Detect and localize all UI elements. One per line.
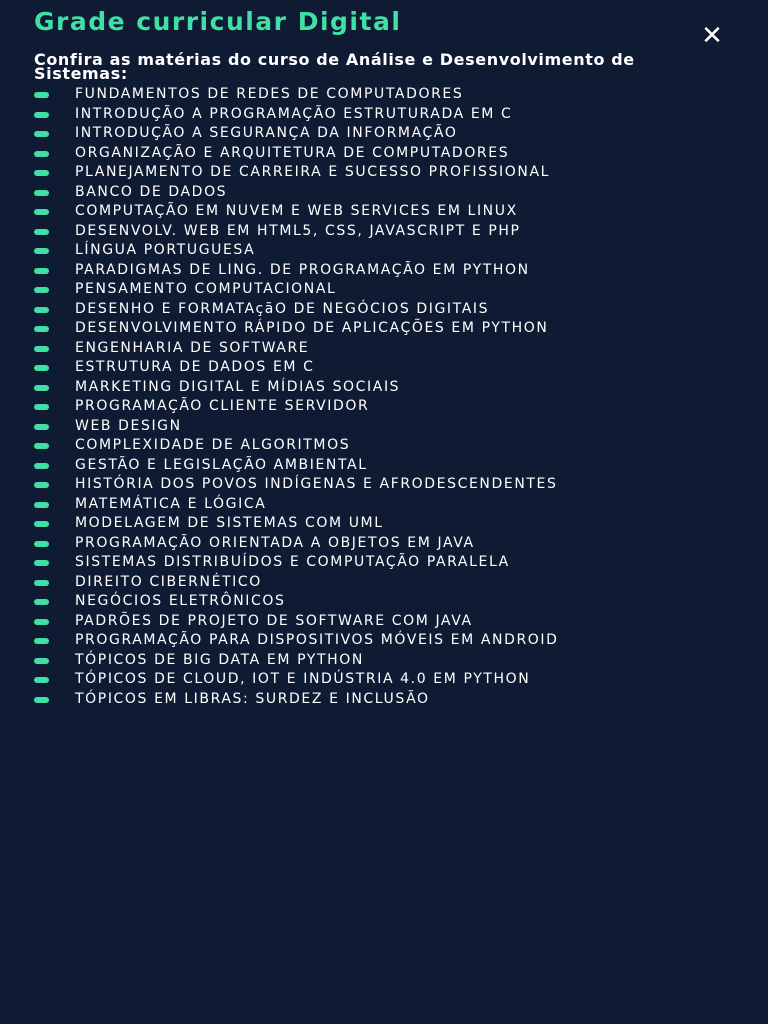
bullet-icon [34,482,49,488]
bullet-icon [34,287,49,293]
bullet-icon [34,209,49,215]
list-item [34,380,738,395]
course-list [34,87,738,706]
bullet-icon [34,658,49,664]
course-label: PROGRAMAÇÃO CLIENTE SERVIDOR [75,398,370,414]
bullet-icon [34,697,49,703]
bullet-icon [34,521,49,527]
list-item [34,692,738,707]
bullet-icon [34,560,49,566]
course-label: HISTÓRIA DOS POVOS INDÍGENAS E AFRODESCENDENTES [75,476,558,492]
list-item [34,321,738,336]
course-label: NEGÓCIOS ELETRÔNICOS [75,593,286,609]
bullet-icon [34,502,49,508]
modal-title: Grade curricular Digital [34,7,402,36]
course-label: FUNDAMENTOS DE REDES DE COMPUTADORES [75,86,464,102]
list-item [34,399,738,414]
course-label: DESENHO E FORMATAçãO DE NEGÓCIOS DIGITAIS [75,300,490,317]
list-item [34,458,738,473]
bullet-icon [34,151,49,157]
list-item [34,263,738,278]
bullet-icon [34,326,49,332]
list-item [34,185,738,200]
list-item [34,282,738,297]
list-item [34,575,738,590]
course-label: PLANEJAMENTO DE CARREIRA E SUCESSO PROFISSIONAL [75,164,551,180]
bullet-icon [34,131,49,137]
bullet-icon [34,580,49,586]
list-item [34,360,738,375]
modal-subtitle: Confira as matérias do curso de Análise e Desenvolvimento de Sistemas: [34,50,635,83]
course-label: DESENVOLVIMENTO RÁPIDO DE APLICAÇÕES EM PYTHON [75,320,549,336]
course-label: INTRODUÇÃO A PROGRAMAÇÃO ESTRUTURADA EM C [75,105,513,122]
bullet-icon [34,365,49,371]
bullet-icon [34,424,49,430]
list-item [34,165,738,180]
bullet-icon [34,677,49,683]
course-label: INTRODUÇÃO A SEGURANÇA DA INFORMAÇÃO [75,125,458,141]
bullet-icon [34,170,49,176]
list-item [34,126,738,141]
list-item [34,672,738,687]
list-item [34,87,738,102]
list-item [34,204,738,219]
course-label: SISTEMAS DISTRIBUÍDOS E COMPUTAÇÃO PARALELA [75,554,510,570]
bullet-icon [34,268,49,274]
bullet-icon [34,638,49,644]
course-label: PARADIGMAS DE LING. DE PROGRAMAÇÃO EM PYTHON [75,261,530,278]
course-label: PROGRAMAÇÃO PARA DISPOSITIVOS MÓVEIS EM ANDROID [75,632,559,648]
course-label: BANCO DE DADOS [75,183,228,200]
course-label: MARKETING DIGITAL E MÍDIAS SOCIAIS [75,378,401,395]
course-label: PADRÕES DE PROJETO DE SOFTWARE COM JAVA [75,612,473,629]
course-label: DIREITO CIBERNÉTICO [75,573,262,590]
list-item [34,633,738,648]
list-item [34,477,738,492]
bullet-icon [34,619,49,625]
bullet-icon [34,541,49,547]
course-label: DESENVOLV. WEB EM HTML5, CSS, JAVASCRIPT E PHP [75,222,521,239]
course-label: TÓPICOS DE BIG DATA EM PYTHON [75,651,364,668]
course-label: GESTÃO E LEGISLAÇÃO AMBIENTAL [75,456,368,473]
list-item [34,516,738,531]
list-item [34,653,738,668]
list-item [34,146,738,161]
course-label: MATEMÁTICA E LÓGICA [75,495,267,512]
bullet-icon [34,346,49,352]
bullet-icon [34,190,49,196]
list-item [34,497,738,512]
bullet-icon [34,248,49,254]
course-label: PROGRAMAÇÃO ORIENTADA A OBJETOS EM JAVA [75,534,475,551]
course-label: TÓPICOS DE CLOUD, IOT E INDÚSTRIA 4.0 EM PYTHON [75,671,531,687]
list-item [34,341,738,356]
bullet-icon [34,443,49,449]
bullet-icon [34,112,49,118]
bullet-icon [34,229,49,235]
bullet-icon [34,307,49,313]
list-item [34,224,738,239]
bullet-icon [34,599,49,605]
course-label: TÓPICOS EM LIBRAS: SURDEZ E INCLUSÃO [75,690,430,707]
bullet-icon [34,404,49,410]
bullet-icon [34,92,49,98]
list-item [34,438,738,453]
course-label: PENSAMENTO COMPUTACIONAL [75,281,337,297]
list-item [34,419,738,434]
list-item [34,614,738,629]
list-item [34,243,738,258]
bullet-icon [34,385,49,391]
course-label: LÍNGUA PORTUGUESA [75,242,256,258]
course-label: WEB DESIGN [75,417,182,434]
course-label: COMPUTAÇÃO EM NUVEM E WEB SERVICES EM LINUX [75,203,518,219]
course-label: MODELAGEM DE SISTEMAS COM UML [75,515,384,531]
list-item [34,302,738,317]
course-label: ENGENHARIA DE SOFTWARE [75,339,310,356]
bullet-icon [34,463,49,469]
list-item [34,555,738,570]
course-label: COMPLEXIDADE DE ALGORITMOS [75,437,351,453]
course-label: ORGANIZAÇÃO E ARQUITETURA DE COMPUTADORES [75,144,510,161]
list-item [34,536,738,551]
list-item [34,594,738,609]
close-icon[interactable]: ✕ [701,21,723,51]
course-label: ESTRUTURA DE DADOS EM C [75,359,315,375]
list-item [34,107,738,122]
